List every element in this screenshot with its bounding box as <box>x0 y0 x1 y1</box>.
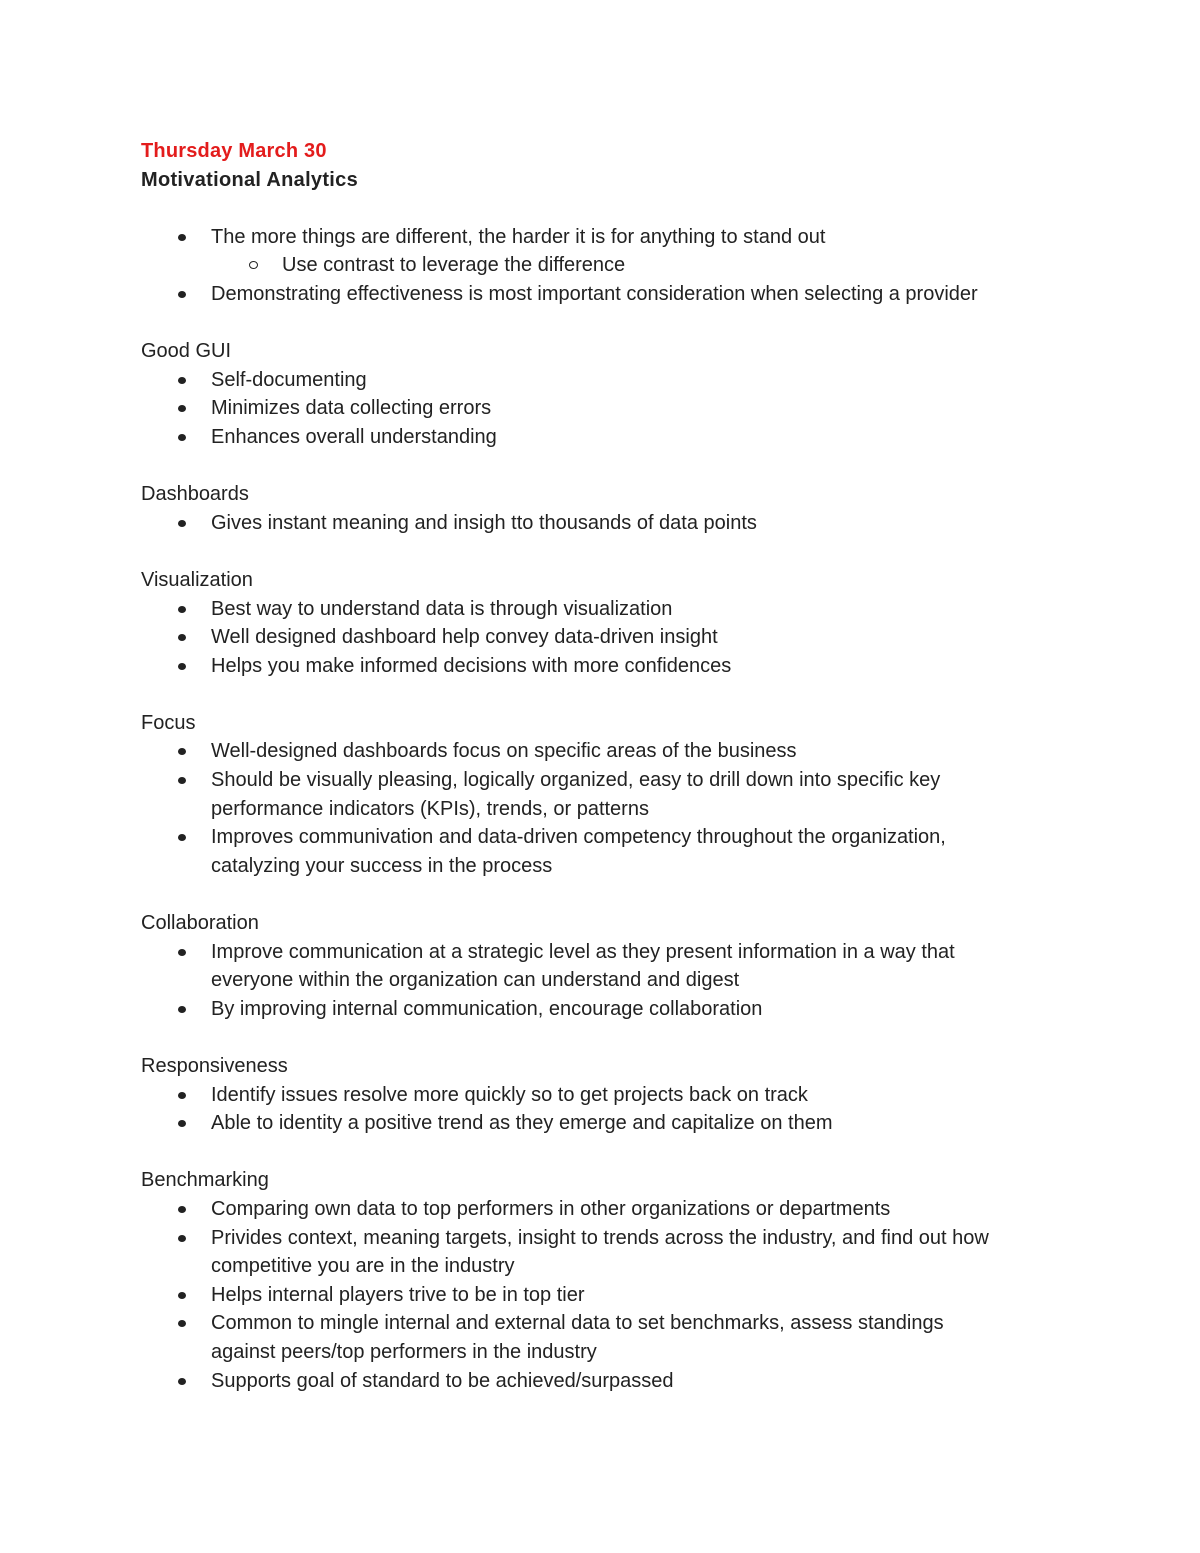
list-item <box>141 737 1081 766</box>
list-item-text: against peers/top performers in the industry <box>211 1340 597 1363</box>
document-date: Thursday March 30 <box>141 140 327 162</box>
bullet-icon <box>178 1206 186 1213</box>
list-item <box>141 280 1081 309</box>
list-item-text: Gives instant meaning and insigh tto thousands of data points <box>211 511 757 534</box>
spacer <box>141 452 1081 481</box>
bullet-icon <box>178 520 186 527</box>
hollow-bullet-icon <box>249 261 258 269</box>
bullet-icon <box>178 434 186 441</box>
bullet-icon <box>178 1292 186 1299</box>
list-item <box>141 423 1081 452</box>
list-item-text: The more things are different, the harder it is for anything to stand out <box>211 225 826 248</box>
section-list <box>141 366 1081 452</box>
list-item <box>141 394 1081 423</box>
list-item-text: Demonstrating effectiveness is most important consideration when selecting a provider <box>211 282 978 305</box>
list-item-text: Self-documenting <box>211 368 367 391</box>
list-item-text: Should be visually pleasing, logically organized, easy to drill down into specific key <box>211 769 941 792</box>
list-item-text: Privides context, meaning targets, insight to trends across the industry, and find out how <box>211 1226 989 1249</box>
list-item <box>141 823 1081 880</box>
section-list <box>141 1195 1081 1395</box>
bullet-icon <box>178 777 186 784</box>
list-item-text: Comparing own data to top performers in other organizations or departments <box>211 1197 891 1220</box>
list-item-text: Best way to understand data is through visualization <box>211 597 673 620</box>
list-item-text: Identify issues resolve more quickly so to get projects back on track <box>211 1083 808 1106</box>
bullet-icon <box>178 1235 186 1242</box>
list-item-text: Able to identity a positive trend as they emerge and capitalize on them <box>211 1112 833 1135</box>
list-item <box>141 995 1081 1024</box>
section-list <box>141 595 1081 681</box>
document-page <box>141 137 1081 1395</box>
bullet-icon <box>178 1378 186 1385</box>
section-heading: Benchmarking <box>141 1169 269 1192</box>
list-item <box>141 938 1081 995</box>
spacer <box>141 1023 1081 1052</box>
section-list <box>141 737 1081 880</box>
bullet-icon <box>178 949 186 956</box>
sub-list-item <box>141 251 1081 280</box>
section-list <box>141 938 1081 1024</box>
list-item <box>141 223 1081 252</box>
section-heading: Responsiveness <box>141 1055 288 1077</box>
list-item-text: performance indicators (KPIs), trends, or patterns <box>211 797 649 820</box>
list-item <box>141 766 1081 823</box>
bullet-icon <box>178 234 186 241</box>
list-item-text: Well designed dashboard help convey data-driven insight <box>211 626 718 649</box>
list-item-text: competitive you are in the industry <box>211 1255 515 1278</box>
list-item-text: By improving internal communication, encourage collaboration <box>211 997 763 1020</box>
section-heading: Dashboards <box>141 483 249 506</box>
bullet-icon <box>178 1092 186 1099</box>
list-item <box>141 1195 1081 1224</box>
bullet-icon <box>178 1006 186 1013</box>
list-item-text: catalyzing your success in the process <box>211 854 553 877</box>
section-heading: Collaboration <box>141 912 259 935</box>
spacer <box>141 1138 1081 1167</box>
spacer <box>141 194 1081 223</box>
section-heading: Visualization <box>141 568 253 591</box>
section-heading: Good GUI <box>141 340 232 363</box>
list-item-text: Improves communivation and data-driven competency throughout the organization, <box>211 826 946 849</box>
list-item <box>141 509 1081 538</box>
section-list <box>141 509 1081 538</box>
list-item-text: everyone within the organization can understand and digest <box>211 969 740 992</box>
sections-container <box>141 309 1081 1396</box>
list-item <box>141 652 1081 681</box>
bullet-icon <box>178 291 186 298</box>
list-item-text: Improve communication at a strategic level as they present information in a way that <box>211 940 955 963</box>
list-item-text: Helps internal players trive to be in top tier <box>211 1283 585 1306</box>
spacer <box>141 880 1081 909</box>
bullet-icon <box>178 663 186 670</box>
bullet-icon <box>178 606 186 613</box>
document-title: Motivational Analytics <box>141 168 359 191</box>
list-item <box>141 1224 1081 1281</box>
list-item <box>141 595 1081 624</box>
sub-list-item-text: Use contrast to leverage the difference <box>282 254 626 277</box>
list-item-text: Supports goal of standard to be achieved/surpassed <box>211 1369 674 1392</box>
bullet-icon <box>178 1320 186 1327</box>
spacer <box>141 309 1081 338</box>
bullet-icon <box>178 1120 186 1127</box>
section-list <box>141 1081 1081 1138</box>
list-item <box>141 1109 1081 1138</box>
intro-list <box>141 223 1081 309</box>
bullet-icon <box>178 834 186 841</box>
spacer <box>141 680 1081 709</box>
list-item <box>141 1281 1081 1310</box>
section-heading: Focus <box>141 711 196 734</box>
bullet-icon <box>178 377 186 384</box>
bullet-icon <box>178 405 186 412</box>
list-item-text: Helps you make informed decisions with more confidences <box>211 654 732 677</box>
bullet-icon <box>178 748 186 755</box>
list-item <box>141 1081 1081 1110</box>
bullet-icon <box>178 634 186 641</box>
spacer <box>141 537 1081 566</box>
list-item-text: Minimizes data collecting errors <box>211 397 492 420</box>
list-item-text: Enhances overall understanding <box>211 425 497 448</box>
list-item <box>141 366 1081 395</box>
list-item-text: Common to mingle internal and external data to set benchmarks, assess standings <box>211 1312 944 1335</box>
list-item <box>141 1367 1081 1396</box>
list-item <box>141 623 1081 652</box>
list-item <box>141 1309 1081 1366</box>
list-item-text: Well-designed dashboards focus on specific areas of the business <box>211 740 797 763</box>
